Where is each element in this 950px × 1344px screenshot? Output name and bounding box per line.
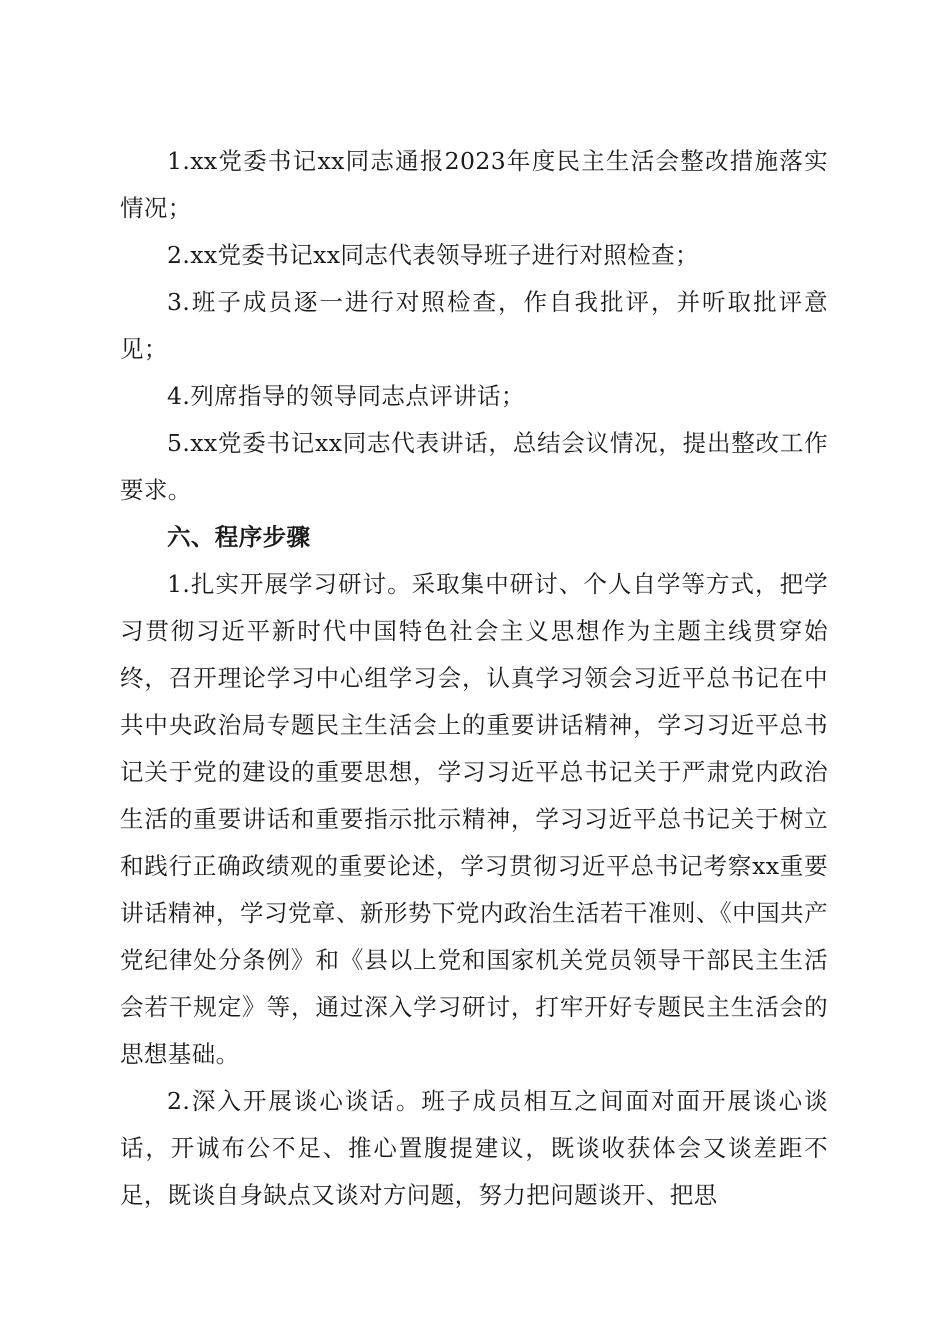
section-heading: 六、程序步骤 <box>167 523 311 551</box>
agenda-item: 4.列席指导的领导同志点评讲话； <box>167 382 525 410</box>
agenda-item: 1.xx党委书记xx同志通报2023年度民主生活会整改措施落实情况； <box>120 147 828 222</box>
document-page <box>120 138 828 1219</box>
step-paragraph: 2.深入开展谈心谈话。班子成员相互之间面对面开展谈心谈话，开诚布公不足、推心置腹提建议，既谈收获体会又谈差距不足，既谈自身缺点又谈对方问题，努力把问题谈开、把思 <box>120 1087 828 1209</box>
agenda-item: 3.班子成员逐一进行对照检查，作自我批评，并听取批评意见； <box>120 288 828 363</box>
agenda-item: 2.xx党委书记xx同志代表领导班子进行对照检查； <box>167 241 699 269</box>
agenda-item: 5.xx党委书记xx同志代表讲话，总结会议情况，提出整改工作要求。 <box>120 429 828 504</box>
step-paragraph: 1.扎实开展学习研讨。采取集中研讨、个人自学等方式，把学习贯彻习近平新时代中国特色社会主义思想作为主题主线贯穿始终，召开理论学习中心组学习会，认真学习领会习近平总书记在中共中央政治局专题民主生活会上的重要讲话精神，学习习近平总书记关于党的建设的重要思想，学习习近平总书记关于严肃党内政治生活的重要讲话和重要指示批示精神，学习习近平总书记关于树立和践行正确政绩观的重要论述，学习贯彻习近平总书记考察xx重要讲话精神，学习党章、新形势下党内政治生活若干准则、《中国共产党纪律处分条例》和《县以上党和国家机关党员领导干部民主生活会若干规定》等，通过深入学习研讨，打牢开好专题民主生活会的思想基础。 <box>120 570 828 1068</box>
